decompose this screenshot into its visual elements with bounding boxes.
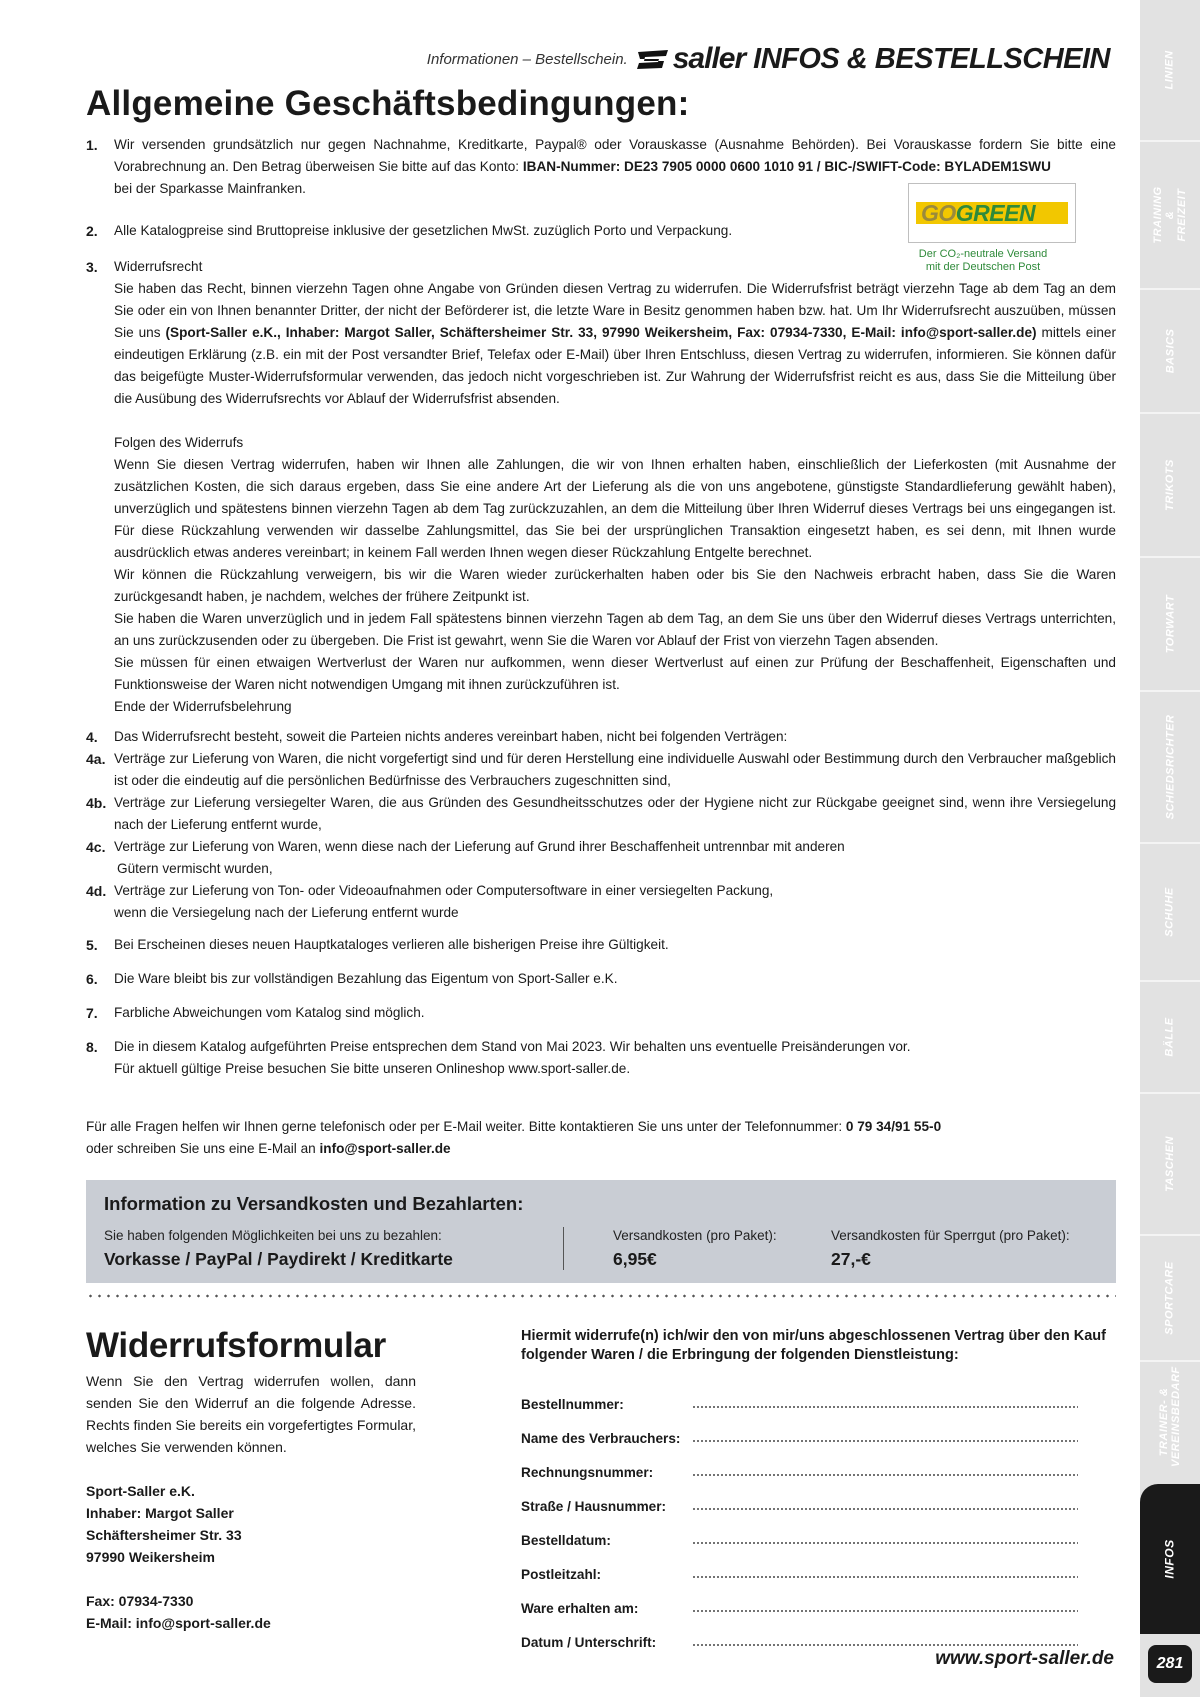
term-text: Gütern vermischt wurden, bbox=[117, 861, 273, 876]
form-field-order-number[interactable] bbox=[521, 1384, 1116, 1418]
field-label: Name des Verbrauchers: bbox=[521, 1431, 681, 1446]
tab-label: SPORTCARE bbox=[1164, 1261, 1176, 1335]
gogreen-caption-line2: mit der Deutschen Post bbox=[925, 261, 1041, 273]
term-text: Sie haben die Waren unverzüglich und in jedem Fall spätestens binnen vierzehn Tagen ab dem Tag, an dem Sie uns über den Widerruf dieses Vertrags unterrichten, an uns zurückzusenden oder zu übergeben. Die Frist ist gewahrt, wenn Sie die Waren vor Ablauf der Frist von vierzehn Tagen absenden. bbox=[114, 611, 1116, 648]
field-label: Postleitzahl: bbox=[521, 1567, 602, 1582]
sidebar-tab-schuhe[interactable] bbox=[1140, 844, 1200, 980]
saller-logo bbox=[636, 42, 745, 76]
term-item-4 bbox=[86, 726, 1116, 748]
sidebar-tab-baelle[interactable] bbox=[1140, 982, 1200, 1092]
page-title: Allgemeine Geschäftsbedingungen: bbox=[86, 84, 690, 123]
term-item-8 bbox=[86, 1036, 1116, 1080]
payment-methods: Vorkasse / PayPal / Paydirekt / Kreditkarte bbox=[104, 1249, 453, 1269]
sidebar-tab-training[interactable] bbox=[1140, 142, 1200, 288]
term-item-2 bbox=[86, 220, 1116, 242]
tab-label: LINIEN bbox=[1164, 50, 1176, 90]
address-line: 97990 Weikersheim bbox=[86, 1549, 215, 1565]
term-text: bei der Sparkasse Mainfranken. bbox=[114, 181, 306, 196]
terms-list bbox=[86, 134, 1116, 1080]
shipping-title: Information zu Versandkosten und Bezahlarten: bbox=[104, 1193, 524, 1214]
tab-label: TORWART bbox=[1163, 594, 1176, 654]
dotted-divider bbox=[86, 1294, 1116, 1298]
sidebar-tab-linien[interactable] bbox=[1140, 0, 1200, 140]
term-text: Das Widerrufsrecht besteht, soweit die Parteien nichts anderes vereinbart haben, nicht bei folgenden Verträgen: bbox=[114, 729, 788, 744]
term-text: Farbliche Abweichungen vom Katalog sind möglich. bbox=[114, 1005, 425, 1020]
header-subtitle: Informationen – Bestellschein. bbox=[426, 50, 628, 68]
tab-label: INFOS bbox=[1162, 1539, 1177, 1579]
sidebar-tab-schiedsrichter[interactable] bbox=[1140, 692, 1200, 842]
withdrawal-heading: Widerrufsrecht bbox=[114, 259, 203, 274]
tab-label: TASCHEN bbox=[1163, 1136, 1176, 1192]
tab-label: TRAINER- & VEREINSBEDARF bbox=[1158, 1366, 1182, 1467]
company-contact: (Sport-Saller e.K., Inhaber: Margot Saller, Schäftersheimer Str. 33, 97990 Weikersheim, Fax: 07934-7330, E-Mail: info@sport-saller.de) bbox=[165, 325, 1037, 340]
form-address bbox=[86, 1480, 416, 1634]
shipping-info-box bbox=[86, 1180, 1116, 1283]
saller-swoosh-icon bbox=[636, 48, 670, 70]
term-text: Wir versenden grundsätzlich nur gegen Nachnahme, Kreditkarte, Paypal® oder Vorauskasse (Ausnahme Behörden). Bei Vorauskasse fordern Sie bitte eine Vorabrechnung an. Den Betrag überweisen Sie bitte auf das Konto: bbox=[114, 137, 1116, 174]
term-item-6 bbox=[86, 968, 1116, 990]
term-text: mittels einer eindeutigen Erklärung (z.B. ein mit der Post versandter Brief, Telefax oder E-Mail) über Ihren Entschluss, diesen Vertrag zu widerrufen, informieren. Sie können dafür das beigefügte Muster-Widerrufsformular verwenden, das jedoch nicht vorgeschrieben ist. Zur Wahrung der Widerrufsfrist reicht es aus, dass Sie die Mitteilung über die Ausübung des Widerrufsrechts vor Ablauf der Widerrufsfrist absenden. bbox=[114, 325, 1116, 406]
contact-text: Für alle Fragen helfen wir Ihnen gerne telefonisch oder per E-Mail weiter. Bitte kontaktieren Sie uns unter der Telefonnummer: bbox=[86, 1119, 846, 1134]
term-text: Die Ware bleibt bis zur vollständigen Bezahlung das Eigentum von Sport-Saller e.K. bbox=[114, 971, 618, 986]
term-text: Für aktuell gültige Preise besuchen Sie bitte unseren Onlineshop www.sport-saller.de. bbox=[114, 1061, 631, 1076]
page-header bbox=[427, 42, 1110, 76]
sidebar-tab-trainerbedarf[interactable] bbox=[1140, 1362, 1200, 1482]
page-number: 281 bbox=[1148, 1645, 1192, 1683]
field-line[interactable] bbox=[692, 1644, 1078, 1646]
form-field-street[interactable] bbox=[521, 1486, 1116, 1520]
contact-info bbox=[86, 1116, 1116, 1160]
brand-wordmark: saller bbox=[672, 42, 746, 75]
sidebar-tab-trikots[interactable] bbox=[1140, 414, 1200, 556]
field-line[interactable] bbox=[692, 1406, 1078, 1408]
gogreen-caption-line1: Der CO₂-neutrale Versand bbox=[918, 248, 1048, 260]
email-address: info@sport-saller.de bbox=[319, 1141, 451, 1156]
gogreen-go: GO bbox=[921, 199, 956, 226]
term-number: 4c. bbox=[86, 839, 106, 855]
gogreen-green: GREEN bbox=[955, 199, 1036, 226]
fax-number: Fax: 07934-7330 bbox=[86, 1593, 194, 1609]
term-number: 8. bbox=[86, 1039, 98, 1055]
field-line[interactable] bbox=[692, 1610, 1078, 1612]
term-text: Verträge zur Lieferung von Waren, wenn diese nach der Lieferung auf Grund ihrer Beschaffenheit untrennbar mit anderen bbox=[114, 839, 845, 854]
term-number: 4d. bbox=[86, 883, 107, 899]
tab-label: SCHIEDSRICHTER bbox=[1164, 714, 1177, 820]
form-field-invoice-number[interactable] bbox=[521, 1452, 1116, 1486]
term-number: 1. bbox=[86, 137, 98, 153]
term-number: 5. bbox=[86, 937, 98, 953]
field-label: Rechnungsnummer: bbox=[521, 1465, 654, 1480]
term-item-7 bbox=[86, 1002, 1116, 1024]
address-line: Sport-Saller e.K. bbox=[86, 1483, 195, 1499]
shipping-cost-label: Versandkosten (pro Paket): bbox=[613, 1228, 777, 1243]
form-field-order-date[interactable] bbox=[521, 1520, 1116, 1554]
tab-label: TRIKOTS bbox=[1164, 459, 1176, 511]
bulk-cost-label: Versandkosten für Sperrgut (pro Paket): bbox=[831, 1228, 1070, 1243]
field-line[interactable] bbox=[692, 1440, 1078, 1442]
term-text: Die in diesem Katalog aufgeführten Preise entsprechen dem Stand von Mai 2023. Wir behalten uns eventuelle Preisänderungen vor. bbox=[114, 1039, 911, 1054]
term-text: Verträge zur Lieferung von Ton- oder Videoaufnahmen oder Computersoftware in einer versiegelten Packung, bbox=[114, 883, 774, 898]
term-text: Sie haben das Recht, binnen vierzehn Tagen ohne Angabe von Gründen diesen Vertrag zu widerrufen. Die Widerrufsfrist beträgt vierzehn Tage ab dem Tag an dem Sie oder ein von Ihnen benannter Dritter, der nicht der Beförderer ist, die letzte Ware in Besitz genommen haben bzw. hat. Um Ihr Widerrufsrecht auszuüben, müssen Sie uns bbox=[114, 281, 1116, 340]
term-item-5 bbox=[86, 934, 1116, 956]
term-number: 7. bbox=[86, 1005, 98, 1021]
website-url[interactable]: www.sport-saller.de bbox=[935, 1648, 1114, 1669]
tab-label: TRAINING & FREIZEIT bbox=[1152, 186, 1188, 244]
sidebar-tab-sportcare[interactable] bbox=[1140, 1236, 1200, 1360]
term-text: Wir können die Rückzahlung verweigern, bis wir die Waren wieder zurückerhalten haben oder bis Sie den Nachweis erbracht haben, dass Sie die Waren zurückgesandt haben, je nachdem, welches der frühere Zeitpunkt ist. bbox=[114, 567, 1116, 604]
term-text: Wenn Sie diesen Vertrag widerrufen, haben wir Ihnen alle Zahlungen, die wir von Ihnen erhalten haben, einschließlich der Lieferkosten (mit Ausnahme der zusätzlichen Kosten, die sich daraus ergeben, dass Sie eine andere Art der Lieferung als die von uns angebotene, günstigste Standardlieferung gewählt haben), unverzüglich und spätestens binnen vierzehn Tagen ab dem Tag zurückzuzahlen, an dem die Mitteilung über Ihren Widerruf dieses Vertrags bei uns eingegangen ist. Für diese Rückzahlung verwenden wir dasselbe Zahlungsmittel, das Sie bei der ursprünglichen Transaktion eingesetzt haben, es sei denn, mit Ihnen wurde ausdrücklich etwas anderes vereinbart; in keinem Fall werden Ihnen wegen dieser Rückzahlung Entgelte berechnet. bbox=[114, 457, 1116, 560]
address-line: Inhaber: Margot Saller bbox=[86, 1505, 234, 1521]
payment-label: Sie haben folgenden Möglichkeiten bei uns zu bezahlen: bbox=[104, 1228, 442, 1243]
term-text: Verträge zur Lieferung versiegelter Waren, die aus Gründen des Gesundheitsschutzes oder der Hygiene nicht zur Rückgabe geeignet sind, wenn ihre Versiegelung nach der Lieferung entfernt wurde, bbox=[114, 795, 1116, 832]
form-field-postcode[interactable] bbox=[521, 1554, 1116, 1588]
field-line[interactable] bbox=[692, 1542, 1078, 1544]
form-intro: Hiermit widerrufe(n) ich/wir den von mir/uns abgeschlossenen Vertrag über den Kauf folgender Waren / die Erbringung der folgenden Dienstleistung: bbox=[521, 1328, 1106, 1363]
term-number: 4. bbox=[86, 729, 98, 745]
term-number: 4b. bbox=[86, 795, 107, 811]
term-number: 3. bbox=[86, 259, 98, 275]
term-item-4a bbox=[86, 748, 1116, 792]
sidebar-tab-torwart[interactable] bbox=[1140, 558, 1200, 690]
bank-details: IBAN-Nummer: DE23 7905 0000 0600 1010 91 / BIC-/SWIFT-Code: BYLADEM1SWU bbox=[522, 159, 1051, 174]
term-number: 4a. bbox=[86, 751, 106, 767]
sidebar-tab-taschen[interactable] bbox=[1140, 1094, 1200, 1234]
sidebar-tab-basics[interactable] bbox=[1140, 290, 1200, 412]
field-line[interactable] bbox=[692, 1576, 1078, 1578]
tab-label: BASICS bbox=[1164, 328, 1176, 374]
term-item-4d bbox=[86, 880, 1116, 924]
term-text: Sie müssen für einen etwaigen Wertverlust der Waren nur aufkommen, wenn dieser Wertverlust auf einen zur Prüfung der Beschaffenheit, Eigenschaften und Funktionsweise der Waren nicht notwendigen Umgang mit ihnen zurückzuführen ist. bbox=[114, 655, 1116, 692]
term-number: 6. bbox=[86, 971, 98, 987]
tab-label: SCHUHE bbox=[1163, 887, 1176, 937]
term-number: 2. bbox=[86, 223, 98, 239]
address-line: Schäftersheimer Str. 33 bbox=[86, 1527, 242, 1543]
field-label: Bestelldatum: bbox=[521, 1533, 611, 1548]
term-text: Verträge zur Lieferung von Waren, die nicht vorgefertigt sind und für deren Herstellung eine individuelle Auswahl oder Bestimmung durch den Verbraucher maßgeblich ist oder die eindeutig auf die persönlichen Bedürfnisse des Verbrauchers zugeschnitten sind, bbox=[114, 751, 1116, 788]
term-text: Bei Erscheinen dieses neuen Hauptkataloges verlieren alle bisherigen Preise ihre Gültigkeit. bbox=[114, 937, 669, 952]
category-sidebar bbox=[1140, 0, 1200, 1697]
term-item-1 bbox=[86, 134, 1116, 200]
term-text: Alle Katalogpreise sind Bruttopreise inklusive der gesetzlichen MwSt. zuzüglich Porto und Verpackung. bbox=[114, 223, 733, 238]
divider bbox=[563, 1227, 564, 1270]
header-title: INFOS & BESTELLSCHEIN bbox=[753, 42, 1110, 75]
field-label: Datum / Unterschrift: bbox=[521, 1635, 657, 1650]
sidebar-tab-infos[interactable] bbox=[1140, 1484, 1200, 1634]
term-text: Ende der Widerrufsbelehrung bbox=[114, 699, 292, 714]
field-label: Straße / Hausnummer: bbox=[521, 1499, 667, 1514]
term-item-3 bbox=[86, 256, 1116, 718]
field-line[interactable] bbox=[692, 1474, 1078, 1476]
contact-text: oder schreiben Sie uns eine E-Mail an bbox=[86, 1141, 320, 1156]
form-email: E-Mail: info@sport-saller.de bbox=[86, 1615, 271, 1631]
withdrawal-form bbox=[521, 1327, 1116, 1656]
phone-number: 0 79 34/91 55-0 bbox=[845, 1119, 942, 1134]
form-field-consumer-name[interactable] bbox=[521, 1418, 1116, 1452]
field-label: Ware erhalten am: bbox=[521, 1601, 639, 1616]
form-field-received-on[interactable] bbox=[521, 1588, 1116, 1622]
form-description: Wenn Sie den Vertrag widerrufen wollen, dann senden Sie den Widerruf an die folgende Adresse. Rechts finden Sie bereits ein vorgefertigtes Formular, welches Sie verwenden können. bbox=[86, 1373, 416, 1455]
field-line[interactable] bbox=[692, 1508, 1078, 1510]
consequences-heading: Folgen des Widerrufs bbox=[114, 435, 244, 450]
form-title: Widerrufsformular bbox=[86, 1326, 386, 1365]
term-item-4c bbox=[86, 836, 1116, 880]
tab-label: BÄLLE bbox=[1163, 1017, 1176, 1057]
term-text: wenn die Versiegelung nach der Lieferung entfernt wurde bbox=[114, 905, 459, 920]
shipping-cost-value: 6,95€ bbox=[613, 1249, 657, 1269]
field-label: Bestellnummer: bbox=[521, 1397, 624, 1412]
term-item-4b bbox=[86, 792, 1116, 836]
bulk-cost-value: 27,-€ bbox=[831, 1249, 871, 1269]
